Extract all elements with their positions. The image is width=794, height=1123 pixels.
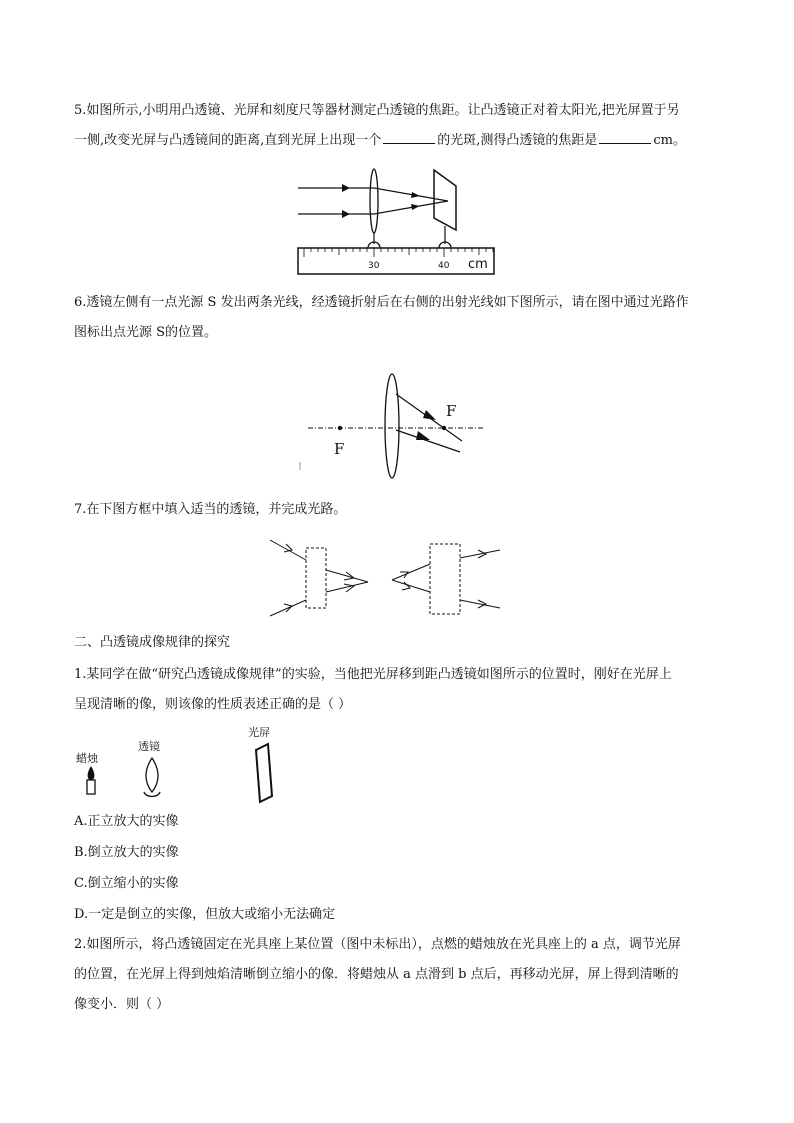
q6-figure — [290, 370, 490, 474]
section-heading-text: 二、凸透镜成像规律的探究 — [74, 635, 231, 650]
option-b[interactable]: B.倒立放大的实像 — [74, 845, 179, 860]
answer-blank-1[interactable] — [383, 131, 435, 144]
convex-lens — [370, 169, 378, 233]
p1-line2: 呈现清晰的像，则该像的性质表述正确的是（ ） — [74, 697, 352, 712]
ruler-label-30: 30 — [368, 261, 380, 271]
light-screen — [256, 744, 272, 802]
p1-figure — [70, 724, 290, 806]
p2-text — [74, 930, 724, 1020]
focus-label-left: F — [334, 440, 345, 458]
label-candle: 蜡烛 — [76, 752, 98, 765]
option-c[interactable]: C.倒立缩小的实像 — [74, 876, 179, 891]
q6-line2: 图标出点光源 S的位置。 — [74, 325, 218, 340]
q5-figure — [290, 164, 500, 276]
q6-line1: 6.透镜左侧有一点光源 S 发出两条光线，经透镜折射后在右侧的出射光线如下图所示，请在图中通过光路作 — [74, 295, 689, 310]
q5-text — [74, 96, 724, 156]
candle-flame — [88, 766, 95, 780]
lens-icon — [146, 758, 158, 792]
candle — [87, 780, 95, 794]
focus-label-right: F — [446, 402, 457, 420]
q5-line2-pre: 一侧,改变光屏与凸透镜间的距离,直到光屏上出现一个 — [74, 133, 382, 148]
q7-text — [74, 495, 724, 525]
p2-line1: 2.如图所示，将凸透镜固定在光具座上某位置（图中未标出），点燃的蜡烛放在光具座上的 a 点，调节光屏 — [74, 937, 681, 952]
lens-box-left[interactable] — [306, 548, 326, 608]
p1-line1: 1.某同学在做“研究凸透镜成像规律”的实验，当他把光屏移到距凸透镜如图所示的位置时，刚好在光屏上 — [74, 667, 672, 682]
p2-line2: 的位置，在光屏上得到烛焰清晰倒立缩小的像．将蜡烛从 a 点滑到 b 点后，再移动光屏，屏上得到清晰的 — [74, 967, 679, 982]
answer-blank-2[interactable] — [599, 131, 651, 144]
lens-box-right[interactable] — [430, 544, 460, 614]
convex-lens — [385, 374, 399, 478]
q6-text — [74, 288, 724, 348]
option-d[interactable]: D.一定是倒立的实像，但放大或缩小无法确定 — [74, 907, 336, 922]
label-lens: 透镜 — [138, 740, 160, 753]
q7-figure — [264, 536, 506, 620]
p2-line3: 像变小．则（ ） — [74, 997, 170, 1012]
q5-line2-post: cm。 — [653, 133, 687, 148]
option-a[interactable]: A.正立放大的实像 — [74, 814, 179, 829]
label-screen: 光屏 — [248, 726, 270, 739]
ruler-label-40: 40 — [438, 261, 450, 271]
p1-text — [74, 660, 724, 720]
q7-line1: 7.在下图方框中填入适当的透镜，并完成光路。 — [74, 502, 347, 517]
q5-line2 — [74, 126, 724, 156]
section-heading — [74, 628, 724, 658]
q5-line1: 5.如图所示,小明用凸透镜、光屏和刻度尺等器材测定凸透镜的焦距。让凸透镜正对着太阳光,把光屏置于另 — [74, 103, 680, 118]
ruler-unit: cm — [468, 257, 488, 272]
q5-line2-mid: 的光斑,测得凸透镜的焦距是 — [437, 133, 598, 148]
